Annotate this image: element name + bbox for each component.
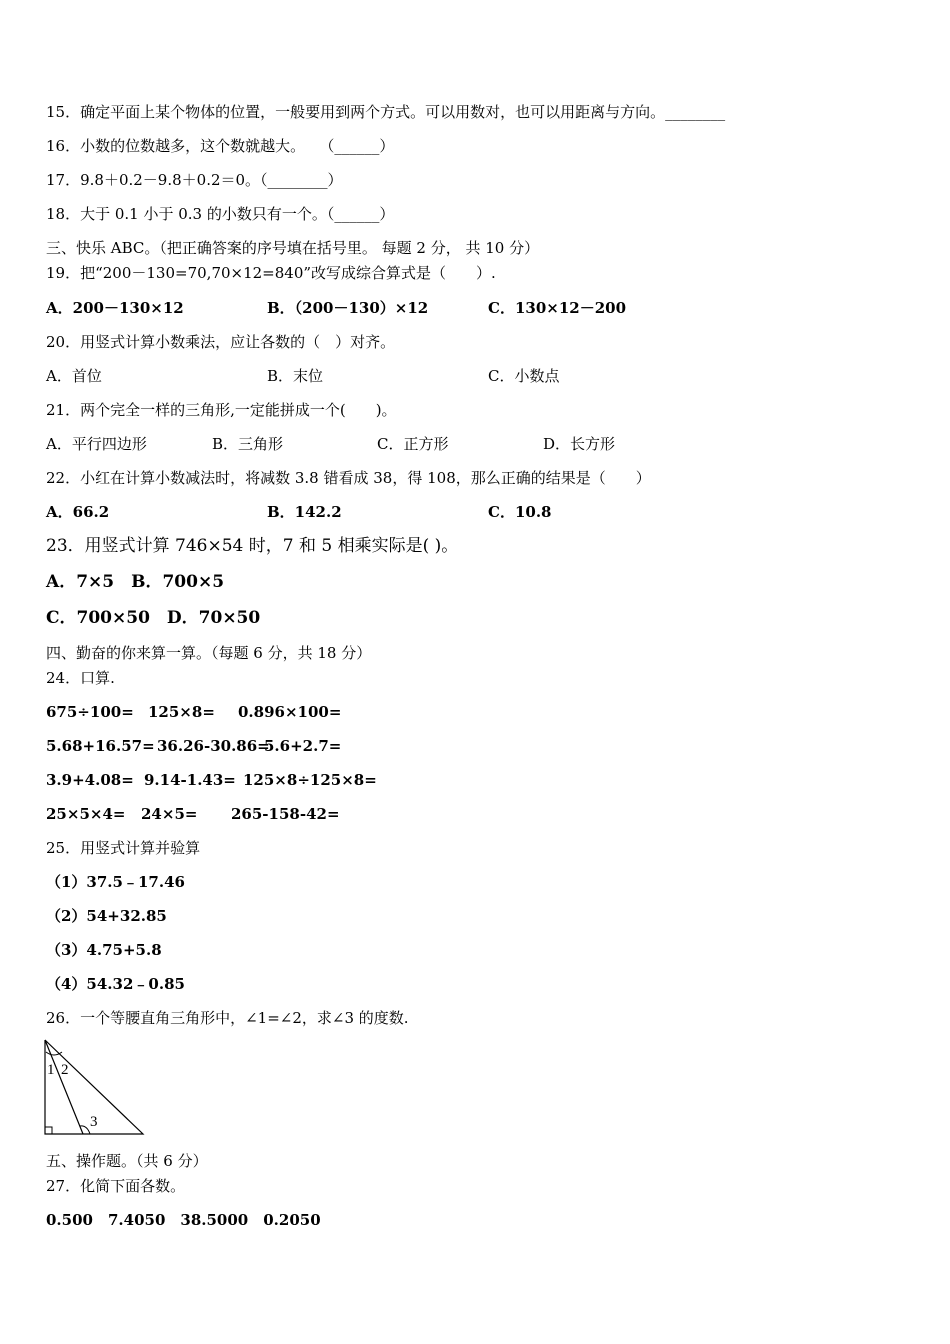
q25-item-2: （2）54+32.85 <box>46 907 167 925</box>
question-26: 26．一个等腰直角三角形中，∠1=∠2，求∠3 的度数. <box>46 1009 409 1027</box>
q24-row-1-item-3: 0.896×100= <box>238 703 342 721</box>
q23-options-row-1: A．7×5 B．700×5 <box>46 572 225 592</box>
q24-row-2-item-3: 5.6+2.7= <box>264 737 342 755</box>
question-17: 17．9.8＋0.2－9.8＋0.2＝0。（________） <box>46 171 343 189</box>
q20-option-b: B．末位 <box>267 367 324 385</box>
question-20: 20．用竖式计算小数乘法，应让各数的（ ）对齐。 <box>46 333 396 351</box>
q24-row-2-item-1: 5.68+16.57= <box>46 737 155 755</box>
q24-row-4-item-2: 24×5= <box>141 805 198 823</box>
q21-option-d: D．长方形 <box>543 435 616 453</box>
question-23: 23．用竖式计算 746×54 时，7 和 5 相乘实际是( )。 <box>46 536 459 556</box>
angle-label-2: 2 <box>61 1062 69 1078</box>
question-19: 19．把“200－130=70,70×12=840”改写成综合算式是（ ）. <box>46 264 496 282</box>
q20-option-a: A．首位 <box>46 367 102 385</box>
q22-option-a: A．66.2 <box>46 503 110 521</box>
section-3-heading: 三、快乐 ABC。（把正确答案的序号填在括号里。 每题 2 分， 共 10 分） <box>46 239 540 257</box>
q24-row-1-item-2: 125×8= <box>148 703 215 721</box>
section-4-heading: 四、勤奋的你来算一算。（每题 6 分，共 18 分） <box>46 644 372 662</box>
q24-row-4-item-3: 265-158-42= <box>231 805 340 823</box>
question-16: 16．小数的位数越多，这个数就越大。 （______） <box>46 137 395 155</box>
q19-option-a: A．200－130×12 <box>46 299 184 317</box>
q19-option-c: C．130×12－200 <box>488 299 627 317</box>
question-22: 22．小红在计算小数减法时，将减数 3.8 错看成 38，得 108，那么正确的结果是（ ） <box>46 469 651 487</box>
q24-row-3-item-3: 125×8÷125×8= <box>243 771 377 789</box>
triangle-figure <box>40 1036 150 1136</box>
q24-row-2-item-2: 36.26-30.86= <box>157 737 270 755</box>
q25-item-1: （1）37.5﹣17.46 <box>46 873 185 891</box>
q21-option-c: C．正方形 <box>377 435 449 453</box>
q25-item-3: （3）4.75+5.8 <box>46 941 162 959</box>
q21-option-a: A．平行四边形 <box>46 435 147 453</box>
q21-option-b: B．三角形 <box>212 435 284 453</box>
right-angle-mark <box>45 1127 52 1134</box>
q27-numbers: 0.500 7.4050 38.5000 0.2050 <box>46 1211 321 1229</box>
q24-row-1-item-1: 675÷100= <box>46 703 134 721</box>
question-24: 24．口算. <box>46 669 115 687</box>
q24-row-4-item-1: 25×5×4= <box>46 805 126 823</box>
q24-row-3-item-1: 3.9+4.08= <box>46 771 134 789</box>
q24-row-3-item-2: 9.14-1.43= <box>144 771 236 789</box>
q22-option-c: C．10.8 <box>488 503 552 521</box>
q23-options-row-2: C．700×50 D．70×50 <box>46 608 261 628</box>
question-18: 18．大于 0.1 小于 0.3 的小数只有一个。（______） <box>46 205 395 223</box>
question-21: 21．两个完全一样的三角形,一定能拼成一个( )。 <box>46 401 397 419</box>
question-15: 15．确定平面上某个物体的位置，一般要用到两个方式。可以用数对，也可以用距离与方向。________ <box>46 103 726 121</box>
angle-label-1: 1 <box>47 1062 55 1078</box>
angle-label-3: 3 <box>90 1114 98 1130</box>
section-5-heading: 五、操作题。（共 6 分） <box>46 1152 208 1170</box>
q20-option-c: C．小数点 <box>488 367 560 385</box>
question-27: 27．化简下面各数。 <box>46 1177 186 1195</box>
question-25: 25．用竖式计算并验算 <box>46 839 201 857</box>
q19-option-b: B．（200－130）×12 <box>267 299 429 317</box>
q22-option-b: B．142.2 <box>267 503 342 521</box>
q25-item-4: （4）54.32﹣0.85 <box>46 975 185 993</box>
